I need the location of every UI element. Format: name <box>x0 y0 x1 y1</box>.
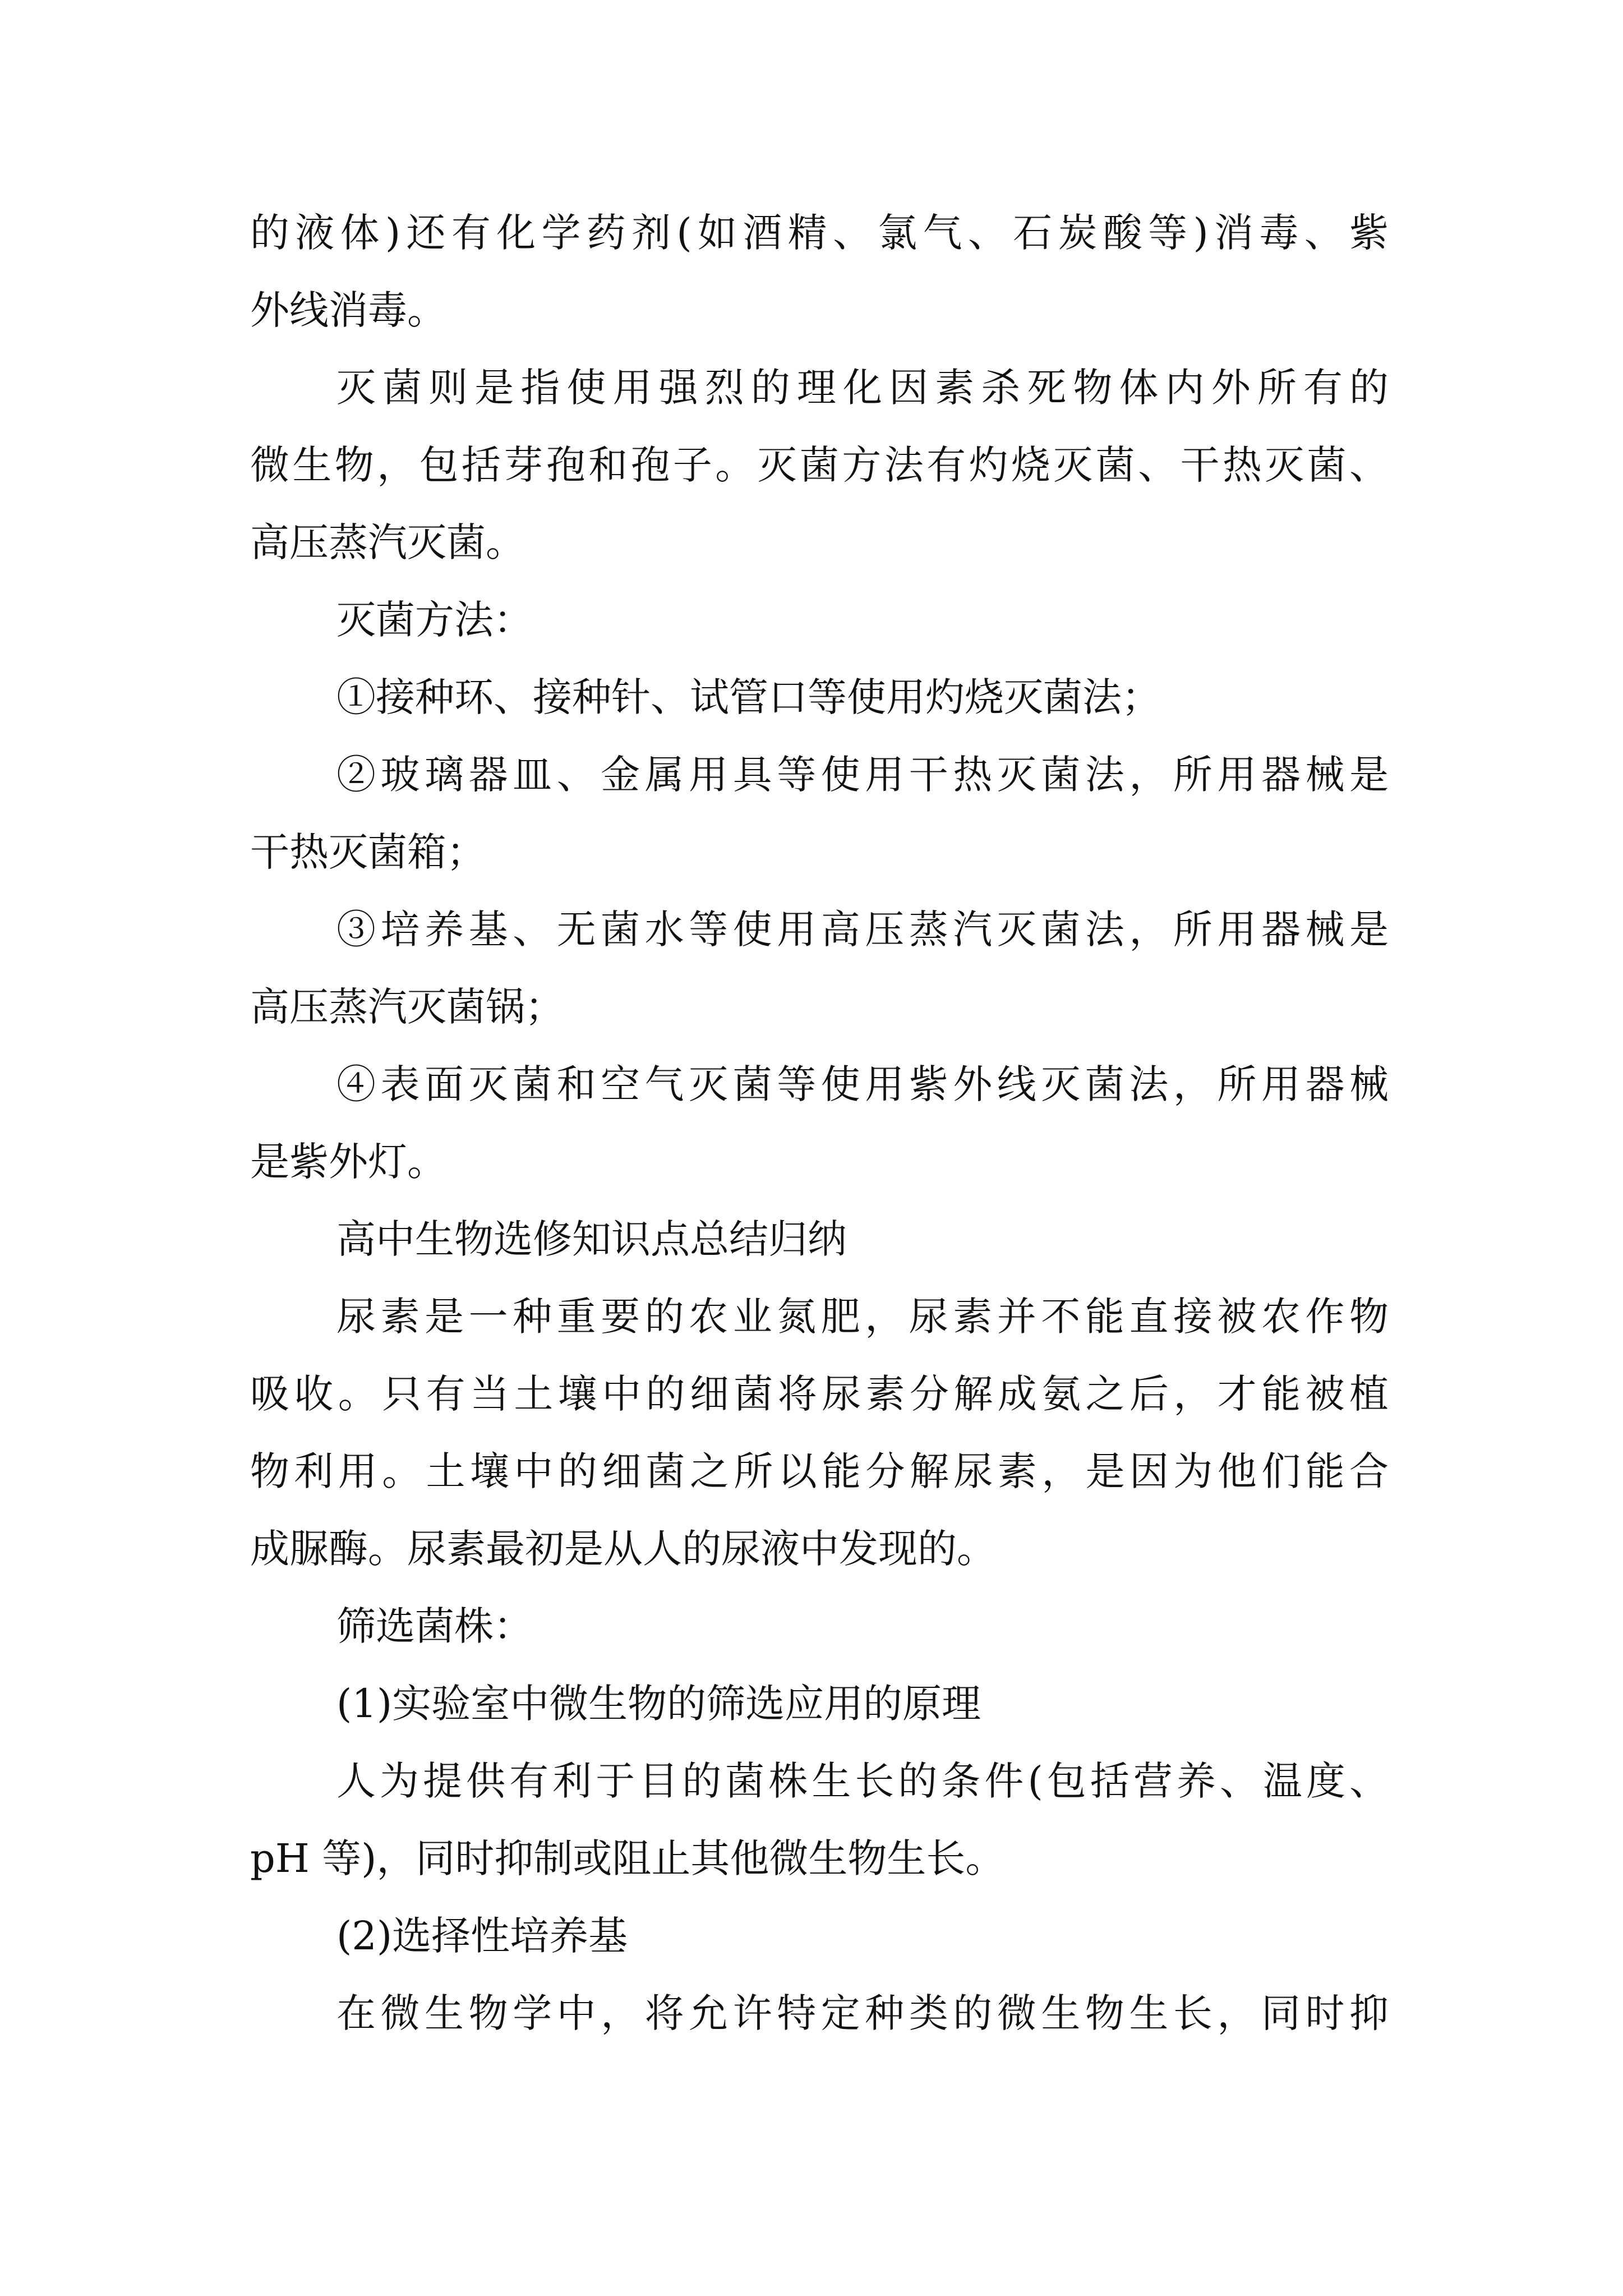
text-line-13: 是紫外灯。 <box>250 1139 446 1185</box>
text-line-24: 在微生物学中，将允许特定种类的微生物生长，同时抑 <box>336 1990 1389 2036</box>
text-line-9: 干热灭菌箱； <box>250 829 486 875</box>
section-heading-summary: 高中生物选修知识点总结归纳 <box>336 1216 847 1262</box>
text-line-15: 尿素是一种重要的农业氮肥，尿素并不能直接被农作物 <box>336 1294 1389 1340</box>
text-line-5: 高压蒸汽灭菌。 <box>250 519 525 565</box>
text-line-1: 的液体)还有化学药剂(如酒精、氯气、石炭酸等)消毒、紫 <box>250 210 1389 256</box>
text-line-17: 物利用。土壤中的细菌之所以能分解尿素，是因为他们能合 <box>250 1448 1389 1494</box>
text-line-16: 吸收。只有当土壤中的细菌将尿素分解成氨之后，才能被植 <box>250 1371 1389 1417</box>
text-line-23: (2)选择性培养基 <box>336 1913 628 1959</box>
text-line-18: 成脲酶。尿素最初是从人的尿液中发现的。 <box>250 1526 996 1572</box>
text-line-2: 外线消毒。 <box>250 287 446 333</box>
text-line-7: ①接种环、接种针、试管口等使用灼烧灭菌法； <box>336 674 1161 720</box>
section-heading-strain-screening: 筛选菌株： <box>336 1603 533 1649</box>
text-line-22: pH 等)，同时抑制或阻止其他微生物生长。 <box>250 1835 1005 1881</box>
text-line-3: 灭菌则是指使用强烈的理化因素杀死物体内外所有的 <box>336 365 1389 411</box>
text-line-12: ④表面灭菌和空气灭菌等使用紫外线灭菌法，所用器械 <box>336 1061 1389 1107</box>
text-line-21: 人为提供有利于目的菌株生长的条件(包括营养、温度、 <box>336 1758 1389 1804</box>
text-line-8: ②玻璃器皿、金属用具等使用干热灭菌法，所用器械是 <box>336 752 1389 798</box>
text-line-11: 高压蒸汽灭菌锅； <box>250 984 564 1030</box>
section-heading-sterilization-methods: 灭菌方法： <box>336 597 533 643</box>
text-line-10: ③培养基、无菌水等使用高压蒸汽灭菌法，所用器械是 <box>336 907 1389 953</box>
text-line-4: 微生物，包括芽孢和孢子。灭菌方法有灼烧灭菌、干热灭菌、 <box>250 442 1389 488</box>
text-line-20: (1)实验室中微生物的筛选应用的原理 <box>336 1681 981 1727</box>
